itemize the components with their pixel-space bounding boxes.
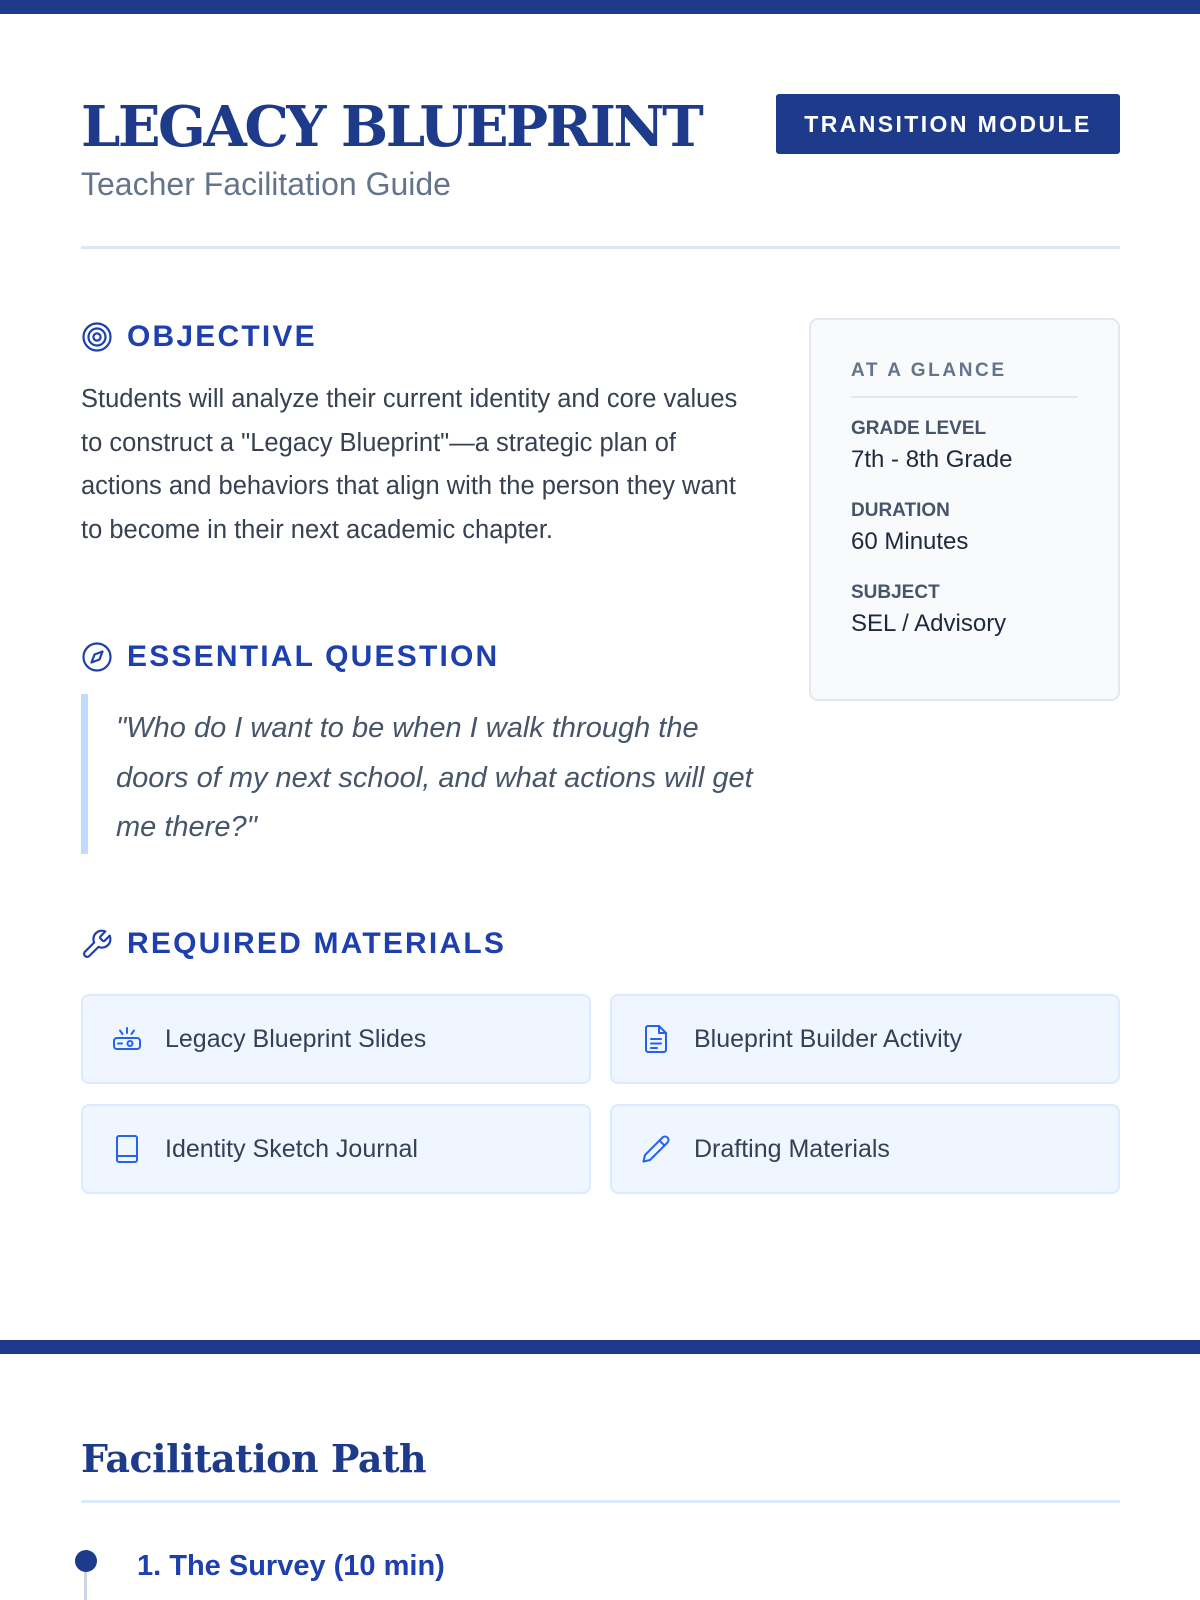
material-label: Drafting Materials xyxy=(694,1134,890,1163)
at-a-glance-heading: AT A GLANCE xyxy=(851,360,1078,398)
book-icon xyxy=(111,1133,143,1165)
materials-heading-label: REQUIRED MATERIALS xyxy=(127,927,507,960)
objective-text: Students will analyze their current identity and core values to construct a "Legacy Blueprint"—a strategic plan of actions and behaviors that align with the person they want to become in their next academic chapter. xyxy=(81,385,738,544)
glance-label: GRADE LEVEL xyxy=(851,418,987,439)
pencil-icon xyxy=(640,1133,672,1165)
materials-heading xyxy=(81,927,506,961)
at-a-glance-card xyxy=(809,318,1120,701)
glance-item-subject xyxy=(851,582,1078,640)
header-divider xyxy=(81,246,1120,249)
material-item-activity xyxy=(610,994,1120,1084)
document-icon xyxy=(640,1023,672,1055)
page-title: LEGACY BLUEPRINT xyxy=(81,94,702,160)
page-subtitle: Teacher Facilitation Guide xyxy=(81,166,451,202)
page-content xyxy=(81,0,1120,1600)
glance-label: SUBJECT xyxy=(851,582,940,603)
target-icon xyxy=(81,321,113,353)
glance-item-duration xyxy=(851,500,1078,558)
timeline-dot xyxy=(75,1550,97,1572)
essential-question-heading xyxy=(81,640,499,674)
material-label: Blueprint Builder Activity xyxy=(694,1024,963,1053)
wrench-icon xyxy=(81,928,113,960)
essential-question-heading-label: ESSENTIAL QUESTION xyxy=(127,640,500,673)
module-badge: TRANSITION MODULE xyxy=(776,94,1120,154)
essential-question-quote: "Who do I want to be when I walk through the doors of my next school, and what actions will get me there?" xyxy=(81,694,761,854)
projector-icon xyxy=(111,1023,143,1055)
compass-icon xyxy=(81,641,113,673)
material-item-slides xyxy=(81,994,591,1084)
facilitation-path-title: Facilitation Path xyxy=(81,1436,427,1481)
objective-heading xyxy=(81,320,317,354)
material-item-journal xyxy=(81,1104,591,1194)
facilitation-divider xyxy=(81,1500,1120,1503)
glance-item-grade-level xyxy=(851,418,1078,476)
material-label: Legacy Blueprint Slides xyxy=(165,1024,427,1053)
objective-heading-label: OBJECTIVE xyxy=(127,320,317,353)
section-divider-bar xyxy=(0,1340,1200,1354)
step-title: 1. The Survey (10 min) xyxy=(137,1550,445,1582)
timeline-line xyxy=(84,1572,87,1600)
glance-value: SEL / Advisory xyxy=(851,610,1007,637)
material-item-drafting xyxy=(610,1104,1120,1194)
glance-value: 7th - 8th Grade xyxy=(851,446,1013,473)
material-label: Identity Sketch Journal xyxy=(165,1134,418,1163)
glance-label: DURATION xyxy=(851,500,950,521)
glance-value: 60 Minutes xyxy=(851,528,969,555)
